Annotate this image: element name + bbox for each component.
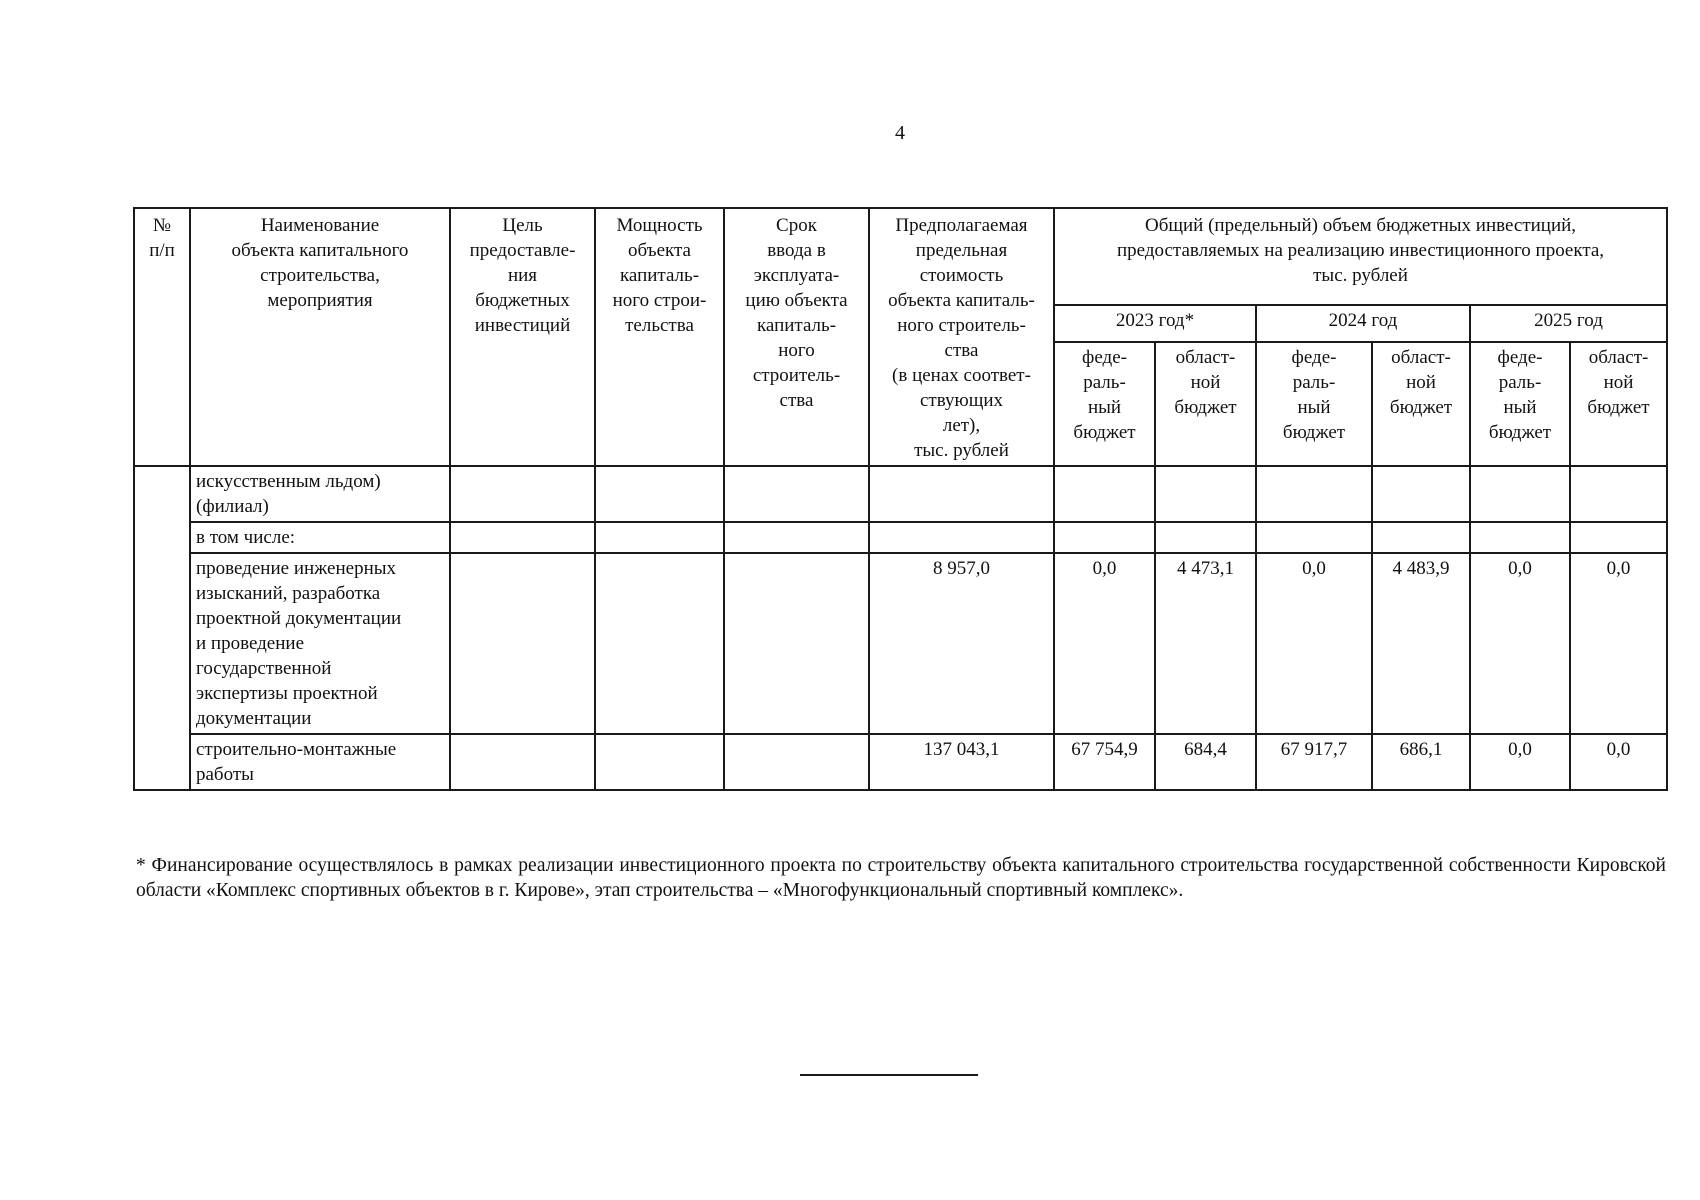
row-2025-regional (1570, 522, 1667, 553)
row-2025-federal (1470, 522, 1570, 553)
footnote: * Финансирование осуществлялось в рамках реализации инвестиционного проекта по строительству объекта капитального строительства государственной собственности Кировской области «Комплекс спортивных объектов в г. Кирове», этап строительства – «Многофункциональный спортивный комплекс». (136, 855, 1666, 901)
header-estimated-cost: Предполагаемая предельная стоимость объекта капиталь- ного строитель- ства (в ценах соответ- ствующих лет), тыс. рублей (869, 208, 1054, 466)
row-2024-regional: 686,1 (1372, 734, 1470, 790)
row-goal (450, 734, 595, 790)
header-federal-2024: феде- раль- ный бюджет (1256, 342, 1372, 466)
row-name: проведение инженерных изысканий, разработка проектной документации и проведение государственной экспертизы проектной документации (190, 553, 450, 734)
row-2024-federal (1256, 466, 1372, 522)
header-capacity: Мощность объекта капиталь- ного строи- тельства (595, 208, 724, 466)
row-cost: 8 957,0 (869, 553, 1054, 734)
row-2025-regional: 0,0 (1570, 553, 1667, 734)
table-row (134, 734, 1667, 790)
row-capacity (595, 466, 724, 522)
row-2025-federal: 0,0 (1470, 734, 1570, 790)
row-capacity (595, 522, 724, 553)
row-2024-regional: 4 483,9 (1372, 553, 1470, 734)
row-num-cell (134, 466, 190, 790)
row-2024-regional (1372, 466, 1470, 522)
row-goal (450, 522, 595, 553)
row-2025-federal (1470, 466, 1570, 522)
header-federal-2023: феде- раль- ный бюджет (1054, 342, 1155, 466)
row-2023-regional: 4 473,1 (1155, 553, 1256, 734)
header-regional-2023: област- ной бюджет (1155, 342, 1256, 466)
row-2023-regional (1155, 522, 1256, 553)
row-2025-federal: 0,0 (1470, 553, 1570, 734)
investment-table (133, 207, 1668, 791)
row-2024-regional (1372, 522, 1470, 553)
header-federal-2025: феде- раль- ный бюджет (1470, 342, 1570, 466)
row-2024-federal: 67 917,7 (1256, 734, 1372, 790)
row-name: строительно-монтажные работы (190, 734, 450, 790)
row-2025-regional (1570, 466, 1667, 522)
row-2023-federal: 67 754,9 (1054, 734, 1155, 790)
table-row (134, 522, 1667, 553)
row-term (724, 734, 869, 790)
row-2025-regional: 0,0 (1570, 734, 1667, 790)
row-cost (869, 466, 1054, 522)
header-year-2025: 2025 год (1470, 305, 1667, 341)
header-year-2023: 2023 год* (1054, 305, 1256, 341)
header-commission-term: Срок ввода в эксплуата- цию объекта капиталь- ного строитель- ства (724, 208, 869, 466)
table-body (134, 466, 1667, 790)
row-2023-regional (1155, 466, 1256, 522)
row-term (724, 466, 869, 522)
bottom-divider (800, 1074, 978, 1076)
header-object-name: Наименование объекта капитального строительства, мероприятия (190, 208, 450, 466)
row-cost: 137 043,1 (869, 734, 1054, 790)
row-name: в том числе: (190, 522, 450, 553)
header-total-volume: Общий (предельный) объем бюджетных инвестиций, предоставляемых на реализацию инвестиционного проекта, тыс. рублей (1054, 208, 1667, 305)
row-2024-federal (1256, 522, 1372, 553)
header-regional-2025: област- ной бюджет (1570, 342, 1667, 466)
row-goal (450, 553, 595, 734)
row-2023-federal (1054, 522, 1155, 553)
header-year-2024: 2024 год (1256, 305, 1470, 341)
row-2023-federal: 0,0 (1054, 553, 1155, 734)
row-capacity (595, 553, 724, 734)
table-header (134, 208, 1667, 466)
header-regional-2024: област- ной бюджет (1372, 342, 1470, 466)
header-num: № п/п (134, 208, 190, 466)
row-2024-federal: 0,0 (1256, 553, 1372, 734)
row-goal (450, 466, 595, 522)
row-cost (869, 522, 1054, 553)
page-number: 4 (895, 122, 905, 144)
row-term (724, 553, 869, 734)
header-goal: Цель предоставле- ния бюджетных инвестиций (450, 208, 595, 466)
row-term (724, 522, 869, 553)
table-row (134, 553, 1667, 734)
table-row (134, 466, 1667, 522)
row-2023-regional: 684,4 (1155, 734, 1256, 790)
row-2023-federal (1054, 466, 1155, 522)
row-capacity (595, 734, 724, 790)
row-name: искусственным льдом) (филиал) (190, 466, 450, 522)
